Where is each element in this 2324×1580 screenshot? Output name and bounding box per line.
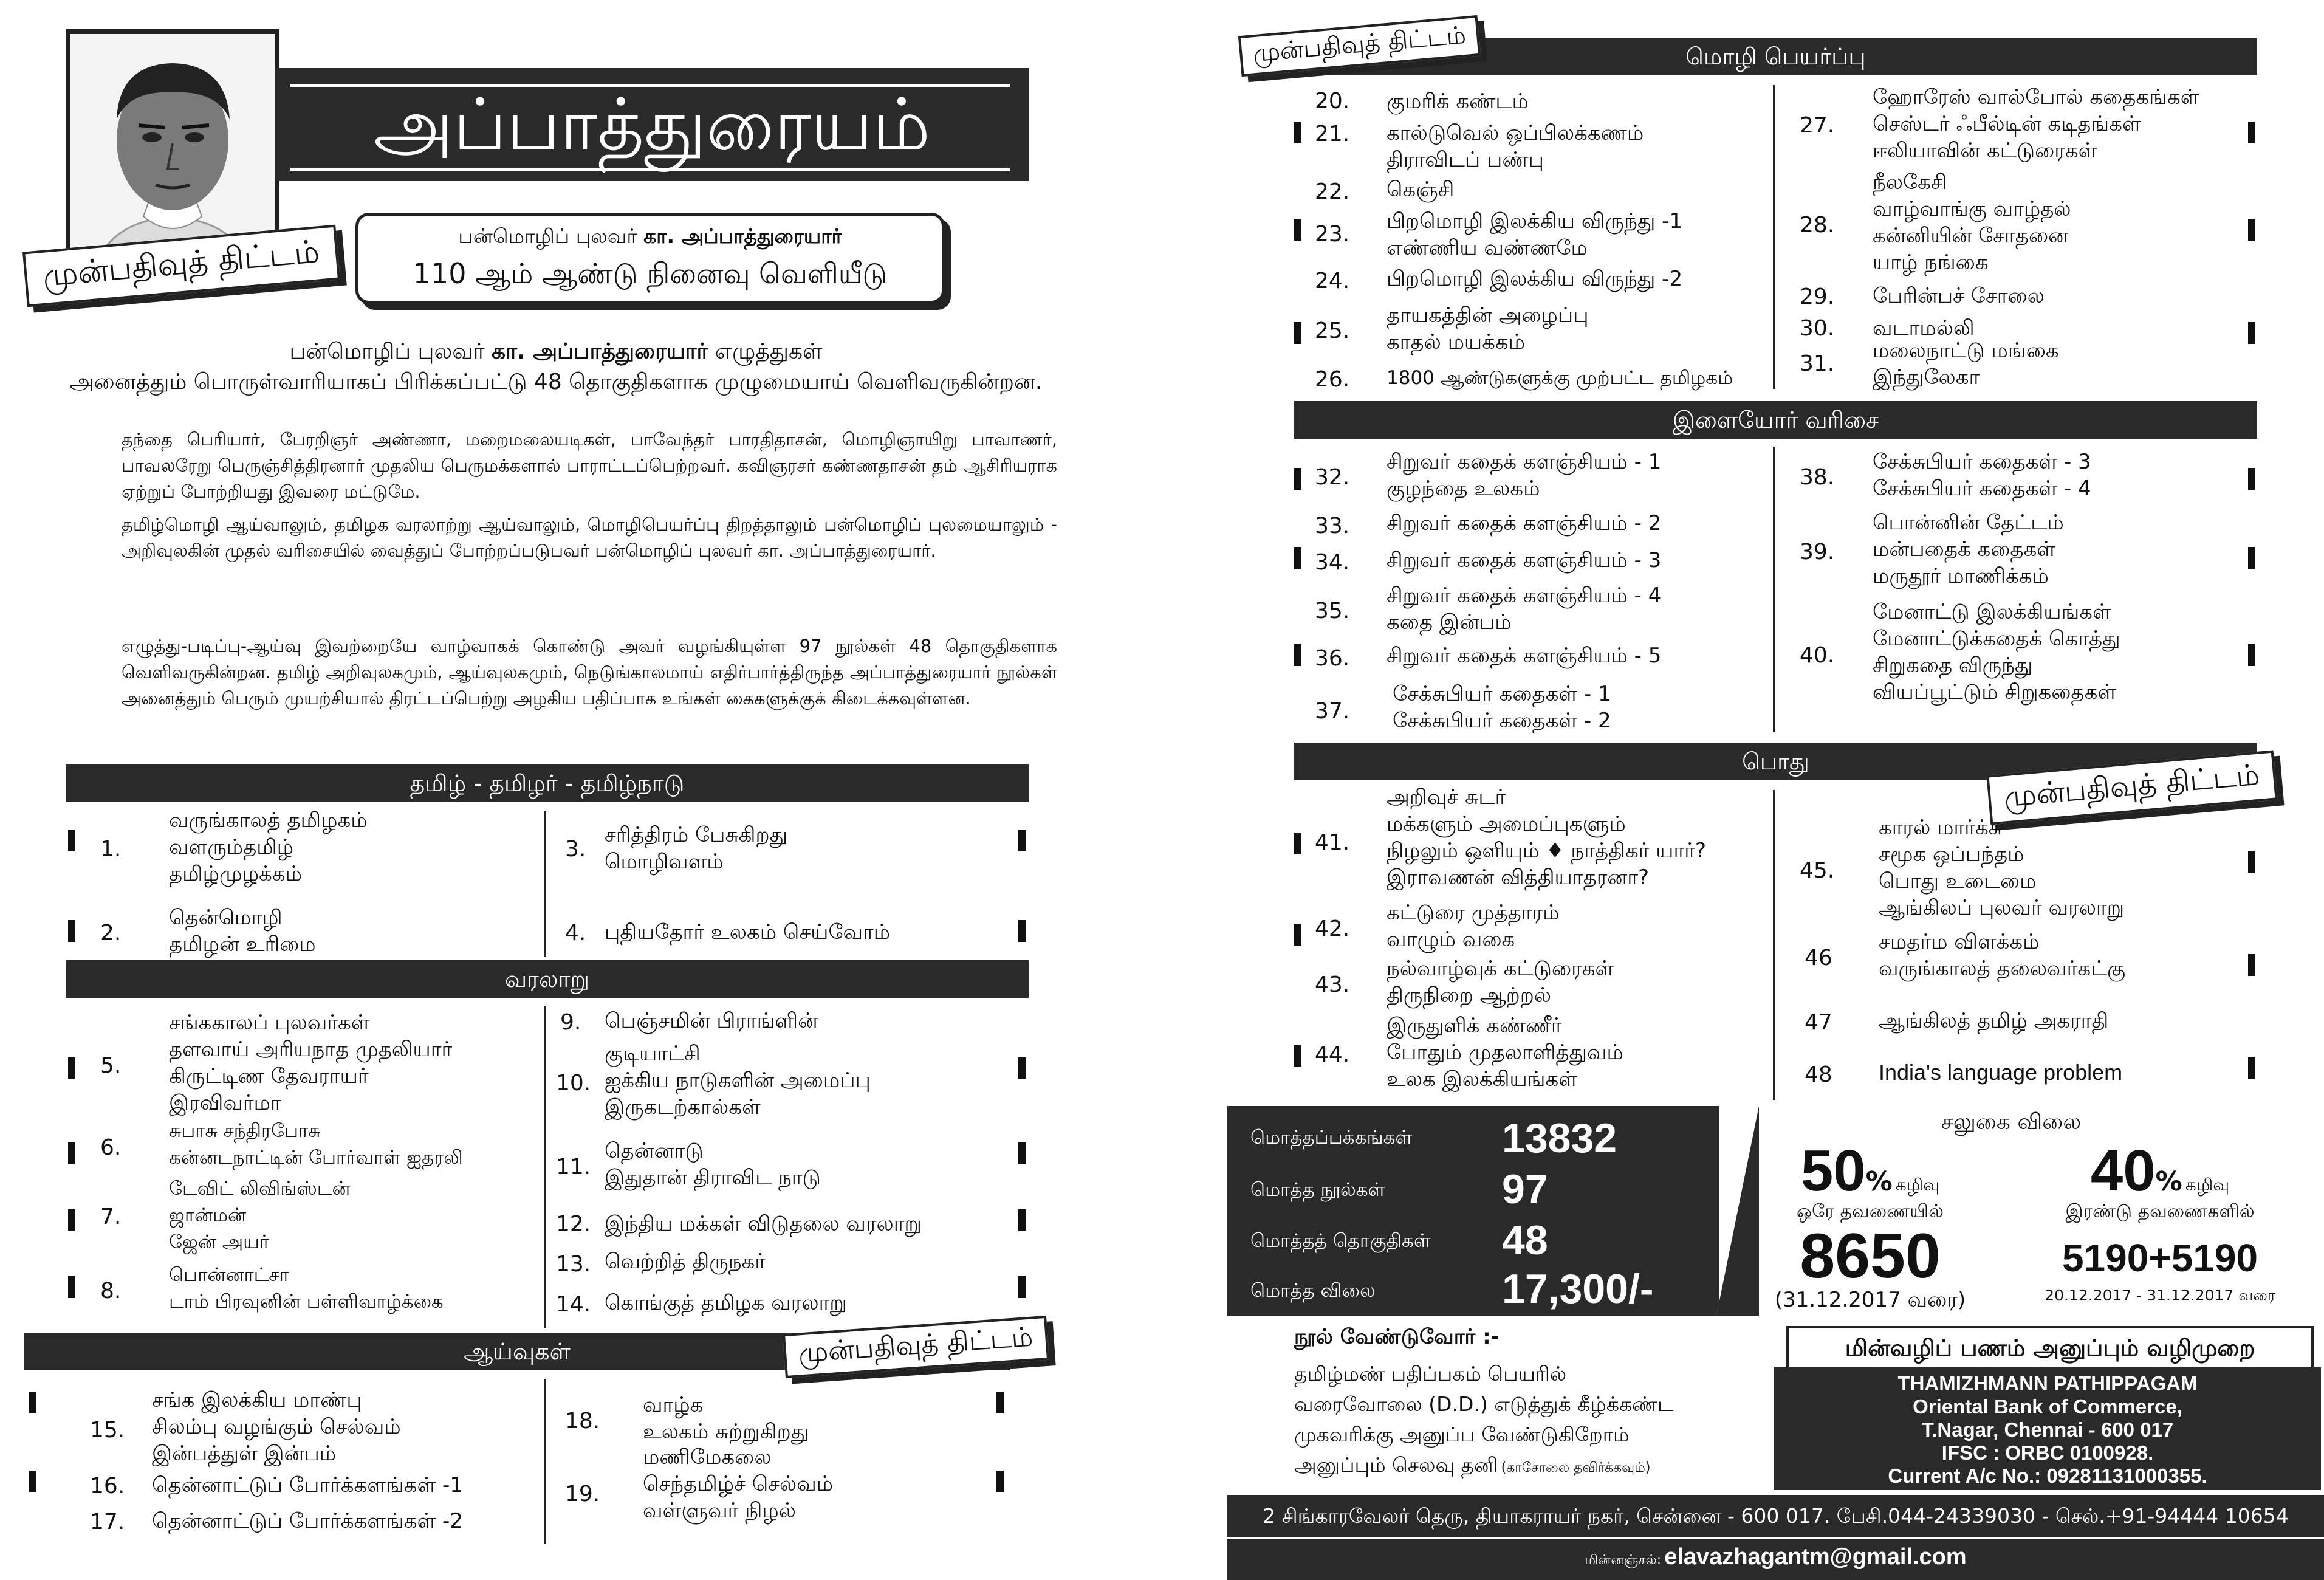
- item-title: சமதர்ம விளக்கம் வருங்காலத் தலைவர்கட்கு: [1879, 930, 2126, 981]
- margin-mark: [2248, 547, 2255, 569]
- item-number: 3.: [565, 837, 586, 862]
- item-number: 5.: [100, 1053, 122, 1078]
- item-number: 6.: [100, 1135, 122, 1160]
- item-title: சிறுவர் கதைக் களஞ்சியம் - 2: [1387, 511, 1662, 535]
- item-title: ஹோரேஸ் வால்போல் கதைகங்கள் செஸ்டர் ஃபீல்டின் கடிதங்கள் ஈலியாவின் கட்டுரைகள்: [1873, 85, 2199, 163]
- order-note: (காசோலை தவிர்க்கவும்): [1501, 1460, 1651, 1475]
- item-title: குடியாட்சி ஐக்கிய நாடுகளின் அமைப்பு இருகடற்கால்கள்: [605, 1042, 871, 1119]
- item-number: 39.: [1800, 540, 1835, 565]
- subtitle-line2: 110 ஆம் ஆண்டு நினைவு வெளியீடு: [413, 257, 888, 290]
- margin-mark: [2248, 851, 2255, 873]
- total-value: 17,300/-: [1502, 1266, 1654, 1312]
- payment-heading: மின்வழிப் பணம் அனுப்பும் வழிமுறை: [1786, 1326, 2314, 1370]
- offer-b-price: 5190+5190: [2062, 1236, 2258, 1280]
- order-block: [1294, 1325, 1780, 1484]
- bank-city: T.Nagar, Chennai - 600 017: [1921, 1418, 2174, 1441]
- right-page: [1227, 0, 2324, 1580]
- para-1: தந்தை பெரியார், பேரறிஞர் அண்ணா, மறைமலையடிகள், பாவேந்தர் பாரதிதாசன், மொழிஞாயிறு பாவாணர், பாவலரேறு பெருஞ்சித்திரனார் முதலிய பெருமக்களால் பாராட்டப்பெற்றவர். கவிஞரசர் கண்ணதாசன் தம் ஆசிரியராக ஏற்றுப் போற்றியது இவரை மட்டுமே.: [122, 429, 1057, 502]
- item-number: 13.: [556, 1252, 591, 1277]
- offer-a: [1749, 1138, 1992, 1314]
- item-title: வடாமல்லி: [1873, 316, 1975, 340]
- item-title: கட்டுரை முத்தாரம் வாழும் வகை: [1387, 901, 1560, 952]
- email-line: [1227, 1539, 2324, 1580]
- section-bar-tamil: தமிழ் - தமிழர் - தமிழ்நாடு: [66, 764, 1029, 802]
- item-number: 28.: [1800, 213, 1835, 238]
- order-line: வரைவோலை (D.D.) எடுத்துக் கீழ்க்கண்ட: [1294, 1392, 1674, 1416]
- item-number: 16.: [90, 1474, 125, 1499]
- margin-mark: [1018, 1276, 1026, 1298]
- item-number: 36.: [1315, 646, 1350, 671]
- total-label: மொத்த நூல்கள்: [1250, 1179, 1385, 1201]
- offer-b-discount: கழிவு: [2185, 1175, 2230, 1195]
- item-number: 25.: [1315, 318, 1350, 343]
- item-title: வெற்றித் திருநகர்: [605, 1249, 766, 1274]
- margin-mark: [1294, 219, 1301, 241]
- item-title: குமரிக் கண்டம்: [1387, 89, 1529, 114]
- item-number: 45.: [1800, 858, 1835, 883]
- item-number: 48: [1805, 1062, 1832, 1087]
- item-number: 42.: [1315, 916, 1350, 941]
- item-title: காரல் மார்க்சு சமூக ஒப்பந்தம் பொது உடைமை ஆங்கிலப் புலவர் வரலாறு: [1879, 816, 2125, 920]
- margin-mark: [996, 1471, 1004, 1492]
- margin-mark: [1294, 122, 1301, 143]
- total-value: 13832: [1502, 1115, 1617, 1161]
- item-title: நல்வாழ்வுக் கட்டுரைகள் திருநிறை ஆற்றல்: [1387, 957, 1614, 1008]
- item-title: நீலகேசி வாழ்வாங்கு வாழ்தல் கன்னியின் சோதனை யாழ் நங்கை: [1873, 170, 2071, 275]
- ifsc: IFSC : ORBC 0100928.: [1941, 1441, 2154, 1464]
- item-number: 35.: [1315, 599, 1350, 623]
- offer-b: [2008, 1138, 2312, 1307]
- item-title: பேரின்பச் சோலை: [1873, 284, 2045, 308]
- item-number: 23.: [1315, 222, 1350, 247]
- item-title: சிறுவர் கதைக் களஞ்சியம் - 4 கதை இன்பம்: [1387, 583, 1662, 634]
- intro: [36, 337, 1075, 397]
- margin-mark: [68, 920, 75, 942]
- offer-b-date: 20.12.2017 - 31.12.2017 வரை: [2045, 1286, 2275, 1304]
- offer-b-percent-sign: %: [2155, 1166, 2182, 1197]
- item-number: 19.: [565, 1482, 600, 1506]
- subtitle-name: கா. அப்பாத்துரையார்: [643, 224, 842, 248]
- section-bar-general: பொது: [1294, 743, 2257, 780]
- item-number: 30.: [1800, 316, 1835, 341]
- item-title: 1800 ஆண்டுகளுக்கு முற்பட்ட தமிழகம்: [1387, 367, 1733, 389]
- item-number: 40.: [1800, 643, 1835, 668]
- preorder-stamp: முன்பதிவுத் திட்டம்: [22, 225, 340, 307]
- total-label: மொத்தப்பக்கங்கள்: [1250, 1127, 1413, 1149]
- item-title: அறிவுச் சுடர் மக்களும் அமைப்புகளும் நிழலும் ஒளியும் ♦ நாத்திகர் யார்? இராவணன் வித்தியாதரனா?: [1387, 785, 1707, 890]
- column-divider: [544, 811, 546, 957]
- item-title: தாயகத்தின் அழைப்பு காதல் மயக்கம்: [1387, 303, 1589, 354]
- margin-mark: [1294, 644, 1301, 666]
- item-number: 27.: [1800, 113, 1835, 138]
- item-number: 47: [1805, 1010, 1832, 1035]
- margin-mark: [1294, 924, 1301, 946]
- section-bar-history: வரலாறு: [66, 960, 1029, 998]
- margin-mark: [1018, 1057, 1026, 1079]
- item-title: மணிமேகலை செந்தமிழ்ச் செல்வம் வள்ளுவர் நிழல்: [643, 1445, 834, 1523]
- offer-a-date: (31.12.2017 வரை): [1774, 1288, 1966, 1312]
- margin-mark: [2248, 644, 2255, 666]
- item-title: மேனாட்டு இலக்கியங்கள் மேனாட்டுக்கதைக் கொத்து சிறுகதை விருந்து வியப்பூட்டும் சிறுகதைகள்: [1873, 600, 2120, 704]
- item-title: சங்க இலக்கிய மாண்பு சிலம்பு வழங்கும் செல்வம் இன்பத்துள் இன்பம்: [152, 1388, 401, 1466]
- item-title: சங்ககாலப் புலவர்கள் தளவாய் அரியநாத முதலியார் கிருட்டிண தேவராயர் இரவிவர்மா: [169, 1011, 453, 1115]
- item-number: 37.: [1315, 699, 1350, 724]
- left-page: [0, 0, 1115, 1580]
- item-title: சிறுவர் கதைக் களஞ்சியம் - 3: [1387, 548, 1662, 572]
- item-number: 17.: [90, 1510, 125, 1534]
- margin-mark: [2248, 954, 2255, 976]
- email-address[interactable]: elavazhagantm@gmail.com: [1664, 1544, 1967, 1570]
- item-title: தென்மொழி தமிழன் உரிமை: [169, 905, 316, 957]
- item-number: 11.: [556, 1155, 591, 1180]
- margin-mark: [68, 1209, 75, 1231]
- email-label: மின்னஞ்சல்:: [1585, 1553, 1662, 1568]
- intro-suffix: எழுத்துகள்: [715, 339, 823, 364]
- item-number: 14.: [556, 1292, 591, 1317]
- item-title: வாழ்க உலகம் சுற்றுகிறது: [643, 1393, 809, 1444]
- subtitle-prefix: பன்மொழிப் புலவர்: [458, 224, 637, 248]
- item-title: கொங்குத் தமிழக வரலாறு: [605, 1291, 847, 1315]
- intro-prefix: பன்மொழிப் புலவர்: [289, 339, 485, 364]
- item-title: சரித்திரம் பேசுகிறது மொழிவளம்: [605, 823, 788, 874]
- item-title: சிறுவர் கதைக் களஞ்சியம் - 1 குழந்தை உலகம்: [1387, 450, 1662, 501]
- subtitle-box: [355, 213, 945, 304]
- item-number: 22.: [1315, 179, 1350, 204]
- offer-b-percent: 40: [2090, 1138, 2156, 1203]
- margin-mark: [1018, 829, 1026, 851]
- item-number: 38.: [1800, 465, 1835, 490]
- item-title: புதியதோர் உலகம் செய்வோம்: [605, 920, 891, 944]
- offer-a-desc: ஒரே தவணையில்: [1797, 1201, 1944, 1222]
- item-title: கெஞ்சி: [1387, 177, 1455, 202]
- order-line: தமிழ்மண் பதிப்பகம் பெயரில்: [1294, 1362, 1567, 1386]
- offer-a-price: 8650: [1800, 1221, 1941, 1291]
- item-number: 24.: [1315, 269, 1350, 294]
- intro-name: கா. அப்பாத்துரையார்: [492, 339, 708, 364]
- item-title: சிறுவர் கதைக் களஞ்சியம் - 5: [1387, 644, 1662, 668]
- item-title: தென்னாட்டுப் போர்க்களங்கள் -1: [152, 1473, 463, 1497]
- margin-mark: [1018, 920, 1026, 942]
- item-number: 15.: [90, 1418, 125, 1443]
- item-number: 20.: [1315, 89, 1350, 114]
- order-heading: நூல் வேண்டுவோர் :-: [1294, 1325, 1500, 1349]
- margin-mark: [29, 1392, 36, 1413]
- totals-panel: [1227, 1106, 1719, 1316]
- offer-b-desc: இரண்டு தவணைகளில்: [2065, 1201, 2255, 1222]
- item-number: 7.: [100, 1204, 122, 1229]
- total-value: 48: [1502, 1217, 1548, 1263]
- column-divider: [1773, 85, 1775, 389]
- column-divider: [544, 1379, 546, 1544]
- bank-name: Oriental Bank of Commerce,: [1913, 1395, 2182, 1418]
- payee-name: THAMIZHMANN PATHIPPAGAM: [1897, 1372, 2198, 1395]
- margin-mark: [996, 1392, 1004, 1413]
- column-divider: [1773, 447, 1775, 732]
- item-number: 21.: [1315, 122, 1350, 146]
- item-title: சேக்சுபியர் கதைகள் - 3 சேக்சுபியர் கதைகள் - 4: [1873, 450, 2091, 501]
- item-number: 43.: [1315, 972, 1350, 997]
- preorder-stamp: முன்பதிவுத் திட்டம்: [1238, 15, 1481, 77]
- item-title: டேவிட் லிவிங்ஸ்டன் ஜான்மன் ஜேன் அயர்: [169, 1178, 351, 1253]
- item-number: 46: [1805, 946, 1832, 970]
- item-number: 12.: [556, 1212, 591, 1237]
- margin-mark: [1294, 833, 1301, 854]
- margin-mark: [68, 1142, 75, 1164]
- preorder-stamp: முன்பதிவுத் திட்டம்: [1986, 750, 2277, 825]
- item-title: தென்னாடு இதுதான் திராவிட நாடு: [605, 1139, 821, 1190]
- margin-mark: [2248, 468, 2255, 490]
- account-number: Current A/c No.: 09281131000355.: [1888, 1465, 2207, 1487]
- item-number: 29.: [1800, 284, 1835, 309]
- item-title: இந்திய மக்கள் விடுதலை வரலாறு: [605, 1212, 922, 1236]
- section-bar-research: ஆய்வுகள்: [24, 1333, 1010, 1370]
- item-title: இருதுளிக் கண்ணீர் போதும் முதலாளித்துவம் உலக இலக்கியங்கள்: [1387, 1014, 1623, 1091]
- item-title: தென்னாட்டுப் போர்க்களங்கள் -2: [152, 1509, 463, 1533]
- margin-mark: [1018, 1142, 1026, 1164]
- item-number: 8.: [100, 1279, 122, 1304]
- total-label: மொத்த விலை: [1250, 1280, 1376, 1302]
- total-value: 97: [1502, 1166, 1548, 1212]
- column-divider: [1773, 790, 1775, 1100]
- item-number: 18.: [565, 1409, 600, 1434]
- margin-mark: [1018, 1209, 1026, 1231]
- margin-mark: [2248, 122, 2255, 143]
- total-label: மொத்தத் தொகுதிகள்: [1250, 1230, 1431, 1252]
- item-title: பிறமொழி இலக்கிய விருந்து -2: [1387, 267, 1683, 291]
- margin-mark: [1294, 547, 1301, 569]
- para-2: தமிழ்மொழி ஆய்வாலும், தமிழக வரலாற்று ஆய்வாலும், மொழிபெயர்ப்பு திறத்தாலும் பன்மொழிப் புலமையாலும் - அறிவுலகின் முதல் வரிசையில் வைத்துப் போற்றப்படுபவர் பன்மொழிப் புலவர் கா. அப்பாத்துரையார்.: [122, 514, 1057, 561]
- item-number: 4.: [565, 921, 586, 946]
- margin-mark: [68, 1057, 75, 1079]
- item-title: மலைநாட்டு மங்கை இந்துலேகா: [1873, 338, 2059, 390]
- main-title: அப்பாத்துரையம்: [373, 83, 931, 167]
- item-number: 2.: [100, 921, 122, 946]
- margin-mark: [1294, 1045, 1301, 1067]
- item-title: சேக்சுபியர் கதைகள் - 1 சேக்சுபியர் கதைகள் - 2: [1393, 682, 1611, 733]
- item-title: India's language problem: [1879, 1060, 2123, 1085]
- margin-mark: [68, 1276, 75, 1298]
- offer-a-discount: கழிவு: [1895, 1175, 1940, 1195]
- offer-a-percent: 50: [1800, 1138, 1866, 1203]
- margin-mark: [68, 829, 75, 851]
- item-number: 41.: [1315, 830, 1350, 855]
- order-line: முகவரிக்கு அனுப்ப வேண்டுகிறோம்: [1294, 1423, 1630, 1446]
- item-number: 9.: [560, 1010, 581, 1035]
- item-title: ஆங்கிலத் தமிழ் அகராதி: [1879, 1009, 2109, 1033]
- margin-mark: [1294, 468, 1301, 490]
- item-title: கால்டுவெல் ஒப்பிலக்கணம் திராவிடப் பண்பு: [1387, 121, 1644, 172]
- item-title: பொன்னின் தேட்டம் மன்பதைக் கதைகள் மருதூர் மாணிக்கம்: [1873, 510, 2064, 588]
- item-title: பொன்னாட்சா டாம் பிரவுனின் பள்ளிவாழ்க்கை: [169, 1264, 444, 1313]
- offer-heading: சலுகை விலை: [1941, 1110, 2082, 1135]
- item-title: பிறமொழி இலக்கிய விருந்து -1 எண்ணிய வண்ணமே: [1387, 209, 1683, 260]
- margin-mark: [2248, 219, 2255, 241]
- item-number: 32.: [1315, 465, 1350, 490]
- section-bar-translation: மொழி பெயர்ப்பு: [1294, 38, 2257, 75]
- payment-box: [1774, 1326, 2321, 1490]
- para-3: எழுத்து-படிப்பு-ஆய்வு இவற்றையே வாழ்வாகக் கொண்டு அவர் வழங்கியுள்ள 97 நூல்கள் 48 தொகுதிகளாக வெளிவருகின்றன. தமிழ் அறிவுலகமும், ஆய்வுலகமும், நெடுங்காலமாய் எதிர்பார்த்திருந்த அப்பாத்துரையார் நூல்கள் அனைத்தும் பெரும் முயற்சியால் திரட்டப்பெற்று அழகிய பதிப்பாக உங்கள் கைகளுக்குக் கிடைக்கவுள்ளன.: [122, 636, 1057, 709]
- item-number: 44.: [1315, 1042, 1350, 1067]
- margin-mark: [29, 1471, 36, 1492]
- item-number: 34.: [1315, 550, 1350, 575]
- item-title: சுபாசு சந்திரபோசு கன்னடநாட்டின் போர்வாள் ஐதரலி: [169, 1120, 463, 1169]
- margin-mark: [2248, 322, 2255, 344]
- section-bar-youth: இளையோர் வரிசை: [1294, 401, 2257, 439]
- margin-mark: [2248, 1057, 2255, 1079]
- item-number: 33.: [1315, 514, 1350, 538]
- item-title: பெஞ்சமின் பிராங்ளின்: [605, 1009, 818, 1033]
- offer-a-percent-sign: %: [1865, 1166, 1893, 1197]
- item-number: 31.: [1800, 351, 1835, 376]
- column-divider: [544, 1006, 546, 1328]
- item-number: 10.: [556, 1071, 591, 1096]
- margin-mark: [1294, 322, 1301, 344]
- intro-line2: அனைத்தும் பொருள்வாரியாகப் பிரிக்கப்பட்டு 48 தொகுதிகளாக முழுமையாய் வெளிவருகின்றன.: [69, 369, 1043, 394]
- item-number: 1.: [100, 837, 122, 862]
- item-title: வருங்காலத் தமிழகம் வளரும்தமிழ் தமிழ்முழக்கம்: [169, 808, 368, 886]
- footer-address: 2 சிங்காரவேலர் தெரு, தியாகராயர் நகர், சென்னை - 600 017. பேசி.044-24339030 - செல்.+91-94444 10654: [1227, 1495, 2324, 1537]
- preorder-stamp: முன்பதிவுத் திட்டம்: [783, 1316, 1049, 1378]
- order-line: அனுப்பும் செலவு தனி: [1294, 1453, 1498, 1477]
- item-number: 26.: [1315, 367, 1350, 392]
